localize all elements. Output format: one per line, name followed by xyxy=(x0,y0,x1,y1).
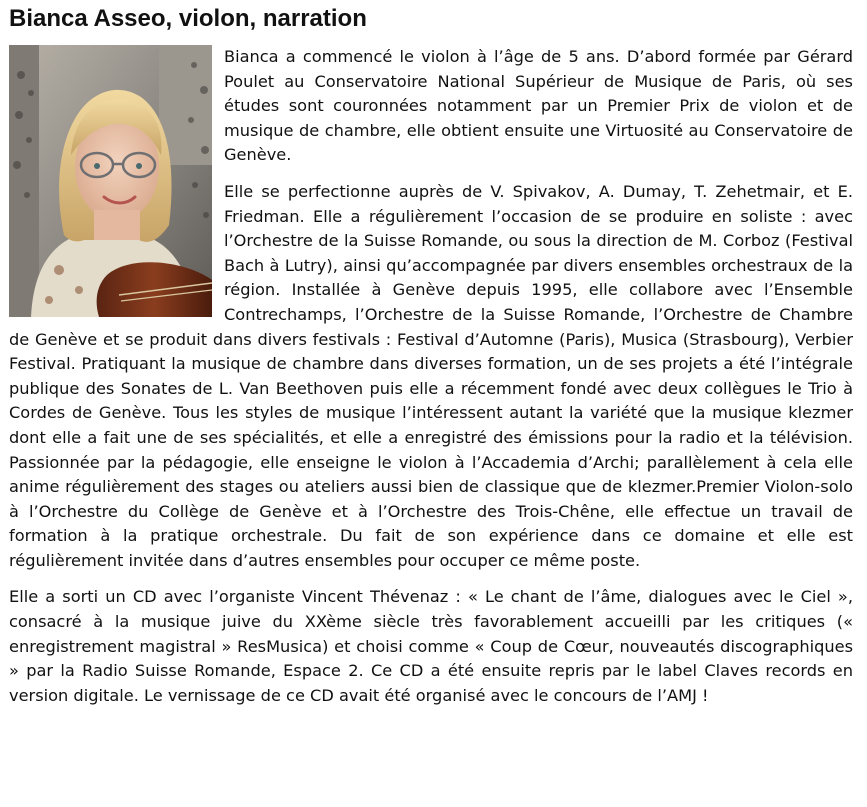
artist-roles: violon, narration xyxy=(172,5,367,32)
bio-paragraph-3: Elle a sorti un CD avec l’organiste Vincent Thévenaz : « Le chant de l’âme, dialogues avec le Ciel », consacré à la musique juive du XXème siècle très favorablement accueilli par les critiques (« enregistrement magistral » ResMusica) et choisi comme « Coup de Cœur, nouveautés discographiques » par la Radio Suisse Romande, Espace 2. Ce CD a été ensuite repris par le label Claves records en version digitale. Le vernissage de ce CD avait été organisé avec le concours de l’AMJ ! xyxy=(9,587,853,705)
portrait-photo xyxy=(9,45,212,317)
biography-article xyxy=(9,4,853,708)
artist-name: Bianca Asseo, xyxy=(9,5,173,32)
bio-paragraph-1: Bianca a commencé le violon à l’âge de 5 ans. D’abord formée par Gérard Poulet au Conservatoire National Supérieur de Musique de Paris, où ses études sont couronnées notamment par un Premier Prix de violon et de musique de chambre, elle obtient ensuite une Virtuosité au Conservatoire de Genève. xyxy=(224,47,853,165)
bio-paragraph-2: Elle se perfectionne auprès de V. Spivakov, A. Dumay, T. Zehetmair, et E. Friedman. Elle a régulièrement l’occasion de se produire en soliste : avec l’Orchestre de la Suisse Romande, ou sous la direction de M. Corboz (Festival Bach à Lutry), ainsi qu’accompagnée par divers ensembles orchestraux de la région. Installée à Genève depuis 1995, elle collabore avec l’Ensemble Contrechamps, l’Orchestre de la Suisse Romande, l’Orchestre de Chambre de Genève et se produit dans divers festivals : Festival d’Automne (Paris), Musica (Strasbourg), Verbier Festival. Pratiquant la musique de chambre dans diverses formation, un de ses projets a été l’intégrale publique des Sonates de L. Van Beethoven puis elle a récemment fondé avec deux collègues le Trio à Cordes de Genève. Tous les styles de musique l’intéressent autant la variété que la musique klezmer dont elle a fait une de ses spécialités, et elle a enregistré des émissions pour la radio et la télévision. Passionnée par la pédagogie, elle enseigne le violon à l’Accademia d’Archi; parallèlement à cela elle anime régulièrement des stages ou ateliers aussi bien de classique que de klezmer.Premier Violon-solo à l’Orchestre du Collège de Genève et à l’Orchestre des Trois-Chêne, elle effectue un travail de formation à la pratique orchestrale. Du fait de son expérience dans ce domaine et elle est régulièrement invitée dans d’autres ensembles pour occuper ce même poste. xyxy=(9,181,853,570)
page-title xyxy=(9,4,853,34)
